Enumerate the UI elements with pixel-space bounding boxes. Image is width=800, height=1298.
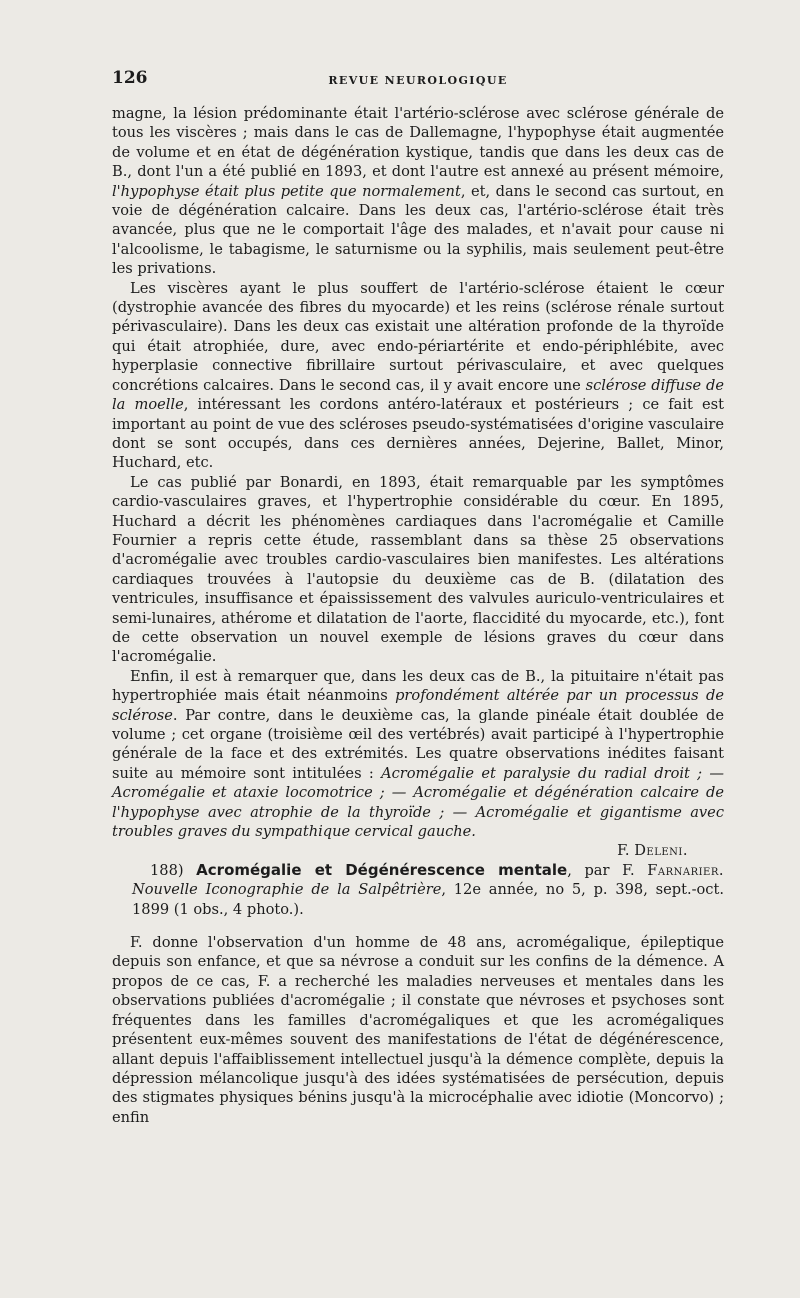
signature bbox=[112, 841, 724, 860]
page-header bbox=[112, 68, 724, 90]
article-body bbox=[112, 104, 724, 1127]
page-number: 126 bbox=[112, 68, 148, 88]
signature-initial: F. bbox=[617, 842, 635, 860]
text-run: magne, la lésion prédominante était l'artério-sclérose avec sclérose générale de tous les viscères ; mais dans le cas de Dallemagne, l'hypophyse était augmentée de volume et en état de dégénération kystique, tandis que dans les deux cas de B., dont l'un a été publié en 1893, et dont l'autre est annexé au présent mémoire, bbox=[112, 105, 724, 181]
paragraph-5: F. donne l'observation d'un homme de 48 ans, acromégalique, épileptique depuis son enfance, et que sa névrose a conduit sur les confins de la démence. A propos de ce cas, F. a recherché les maladies nerveuses et mentales dans les observations publiées d'acromégalie ; il constate que névroses et psychoses sont fréquentes dans les familles d'acromégaliques et que les acromégaliques présentent eux-mêmes souvent des manifestations de l'état de dégénérescence, allant depuis l'affaiblissement intellectuel jusqu'à la démence complète, depuis la dépression mélancolique jusqu'à des idées systématisées de persécution, depuis des stigmates physiques bénins jusqu'à la microcéphalie avec idiotie (Moncorvo) ; enfin bbox=[112, 934, 724, 1126]
spacer bbox=[112, 919, 724, 933]
paragraph-2 bbox=[112, 279, 724, 473]
entry-number: 188) bbox=[150, 861, 197, 879]
italic-run: profondément altérée par un processus de sclérose bbox=[112, 687, 724, 724]
text-run: . Par contre, dans le deuxième cas, la glande pinéale était doublée de volume ; cet organe (troisième œil des vertébrés) avait participé à l'hypertrophie générale de la face et des extrémités. Les quatre observations inédites faisant suite au mémoire sont intitulées : bbox=[112, 706, 724, 782]
paragraph-4 bbox=[112, 667, 724, 842]
text-run: Les viscères ayant le plus souffert de l'artério-sclérose étaient le cœur (dystrophie avancée des fibres du myocarde) et les reins (sclérose rénale surtout périvasculaire). Dans les deux cas existait une altération profonde de la thyroïde qui était atrophiée, dure, avec endo-périartérite et endo-périphlébite, avec hyperplasie connective fibrillaire surtout périvasculaire, et avec quelques concrétions calcaires. Dans le second cas, il y avait encore une bbox=[112, 279, 724, 394]
entry-source: Nouvelle Iconographie de la Salpêtrière bbox=[132, 881, 442, 899]
italic-run: Acromégalie et paralysie du radial droit ; — Acromégalie et ataxie locomotrice ; — Acromégalie et dégénération calcaire de l'hypophyse avec atrophie de la thyroïde ; — Acromégalie et gigantisme avec troubles graves du sympathique cervical gauche. bbox=[112, 764, 724, 841]
entry-by: , par F. bbox=[567, 861, 648, 879]
paragraph-1 bbox=[112, 104, 724, 279]
running-head: REVUE NEUROLOGIQUE bbox=[328, 74, 508, 87]
italic-run: l'hypophyse était plus petite que normalement bbox=[112, 182, 461, 200]
entry-details: , 12e année, no 5, p. 398, sept.-oct. 1899 (1 obs., 4 photo.). bbox=[132, 881, 724, 918]
text-run: , et, dans le second cas surtout, en voie de dégénération calcaire. Dans les deux cas, l'artério-sclérose était très avancée, plus que ne le comportait l'âge des malades, et n'avait pour cause ni l'alcoolisme, le tabagisme, le saturnisme ou la syphilis, mais seulement peut-être les privations. bbox=[112, 182, 724, 278]
text-run: , intéressant les cordons antéro-latéraux et postérieurs ; ce fait est important au point de vue des scléroses pseudo-systématisées d'origine vasculaire dont se sont occupés, dans ces dernières années, Dejerine, Ballet, Minor, Huchard, etc. bbox=[112, 396, 724, 472]
bibliographic-entry bbox=[112, 861, 724, 919]
entry-title: Acromégalie et Dégénérescence mentale bbox=[196, 860, 568, 879]
entry-author: Farnarier. bbox=[647, 861, 725, 879]
paragraph-3: Le cas publié par Bonardi, en 1893, était remarquable par les symptômes cardio-vasculaires graves, et l'hypertrophie considérable du cœur. En 1895, Huchard a décrit les phénomènes cardiaques dans l'acromégalie et Camille Fournier a repris cette étude, rassemblant dans sa thèse 25 observations d'acromégalie avec troubles cardio-vasculaires bien manifestes. Les altérations cardiaques trouvées à l'autopsie du deuxième cas de B. (dilatation des ventricules, insuffisance et épaississement des valvules auriculo-ventriculaires et semi-lunaires, athérome et dilatation de l'aorte, flaccidité du myocarde, etc.), font de cette observation un nouvel exemple de lésions graves du cœur dans l'acromégalie. bbox=[112, 473, 724, 666]
signature-name: Deleni. bbox=[634, 842, 688, 860]
italic-run: sclérose diffuse de la moelle bbox=[112, 376, 724, 414]
text-run: Enfin, il est à remarquer que, dans les deux cas de B., la pituitaire n'était pas hypertrophiée mais était néanmoins bbox=[112, 667, 724, 705]
